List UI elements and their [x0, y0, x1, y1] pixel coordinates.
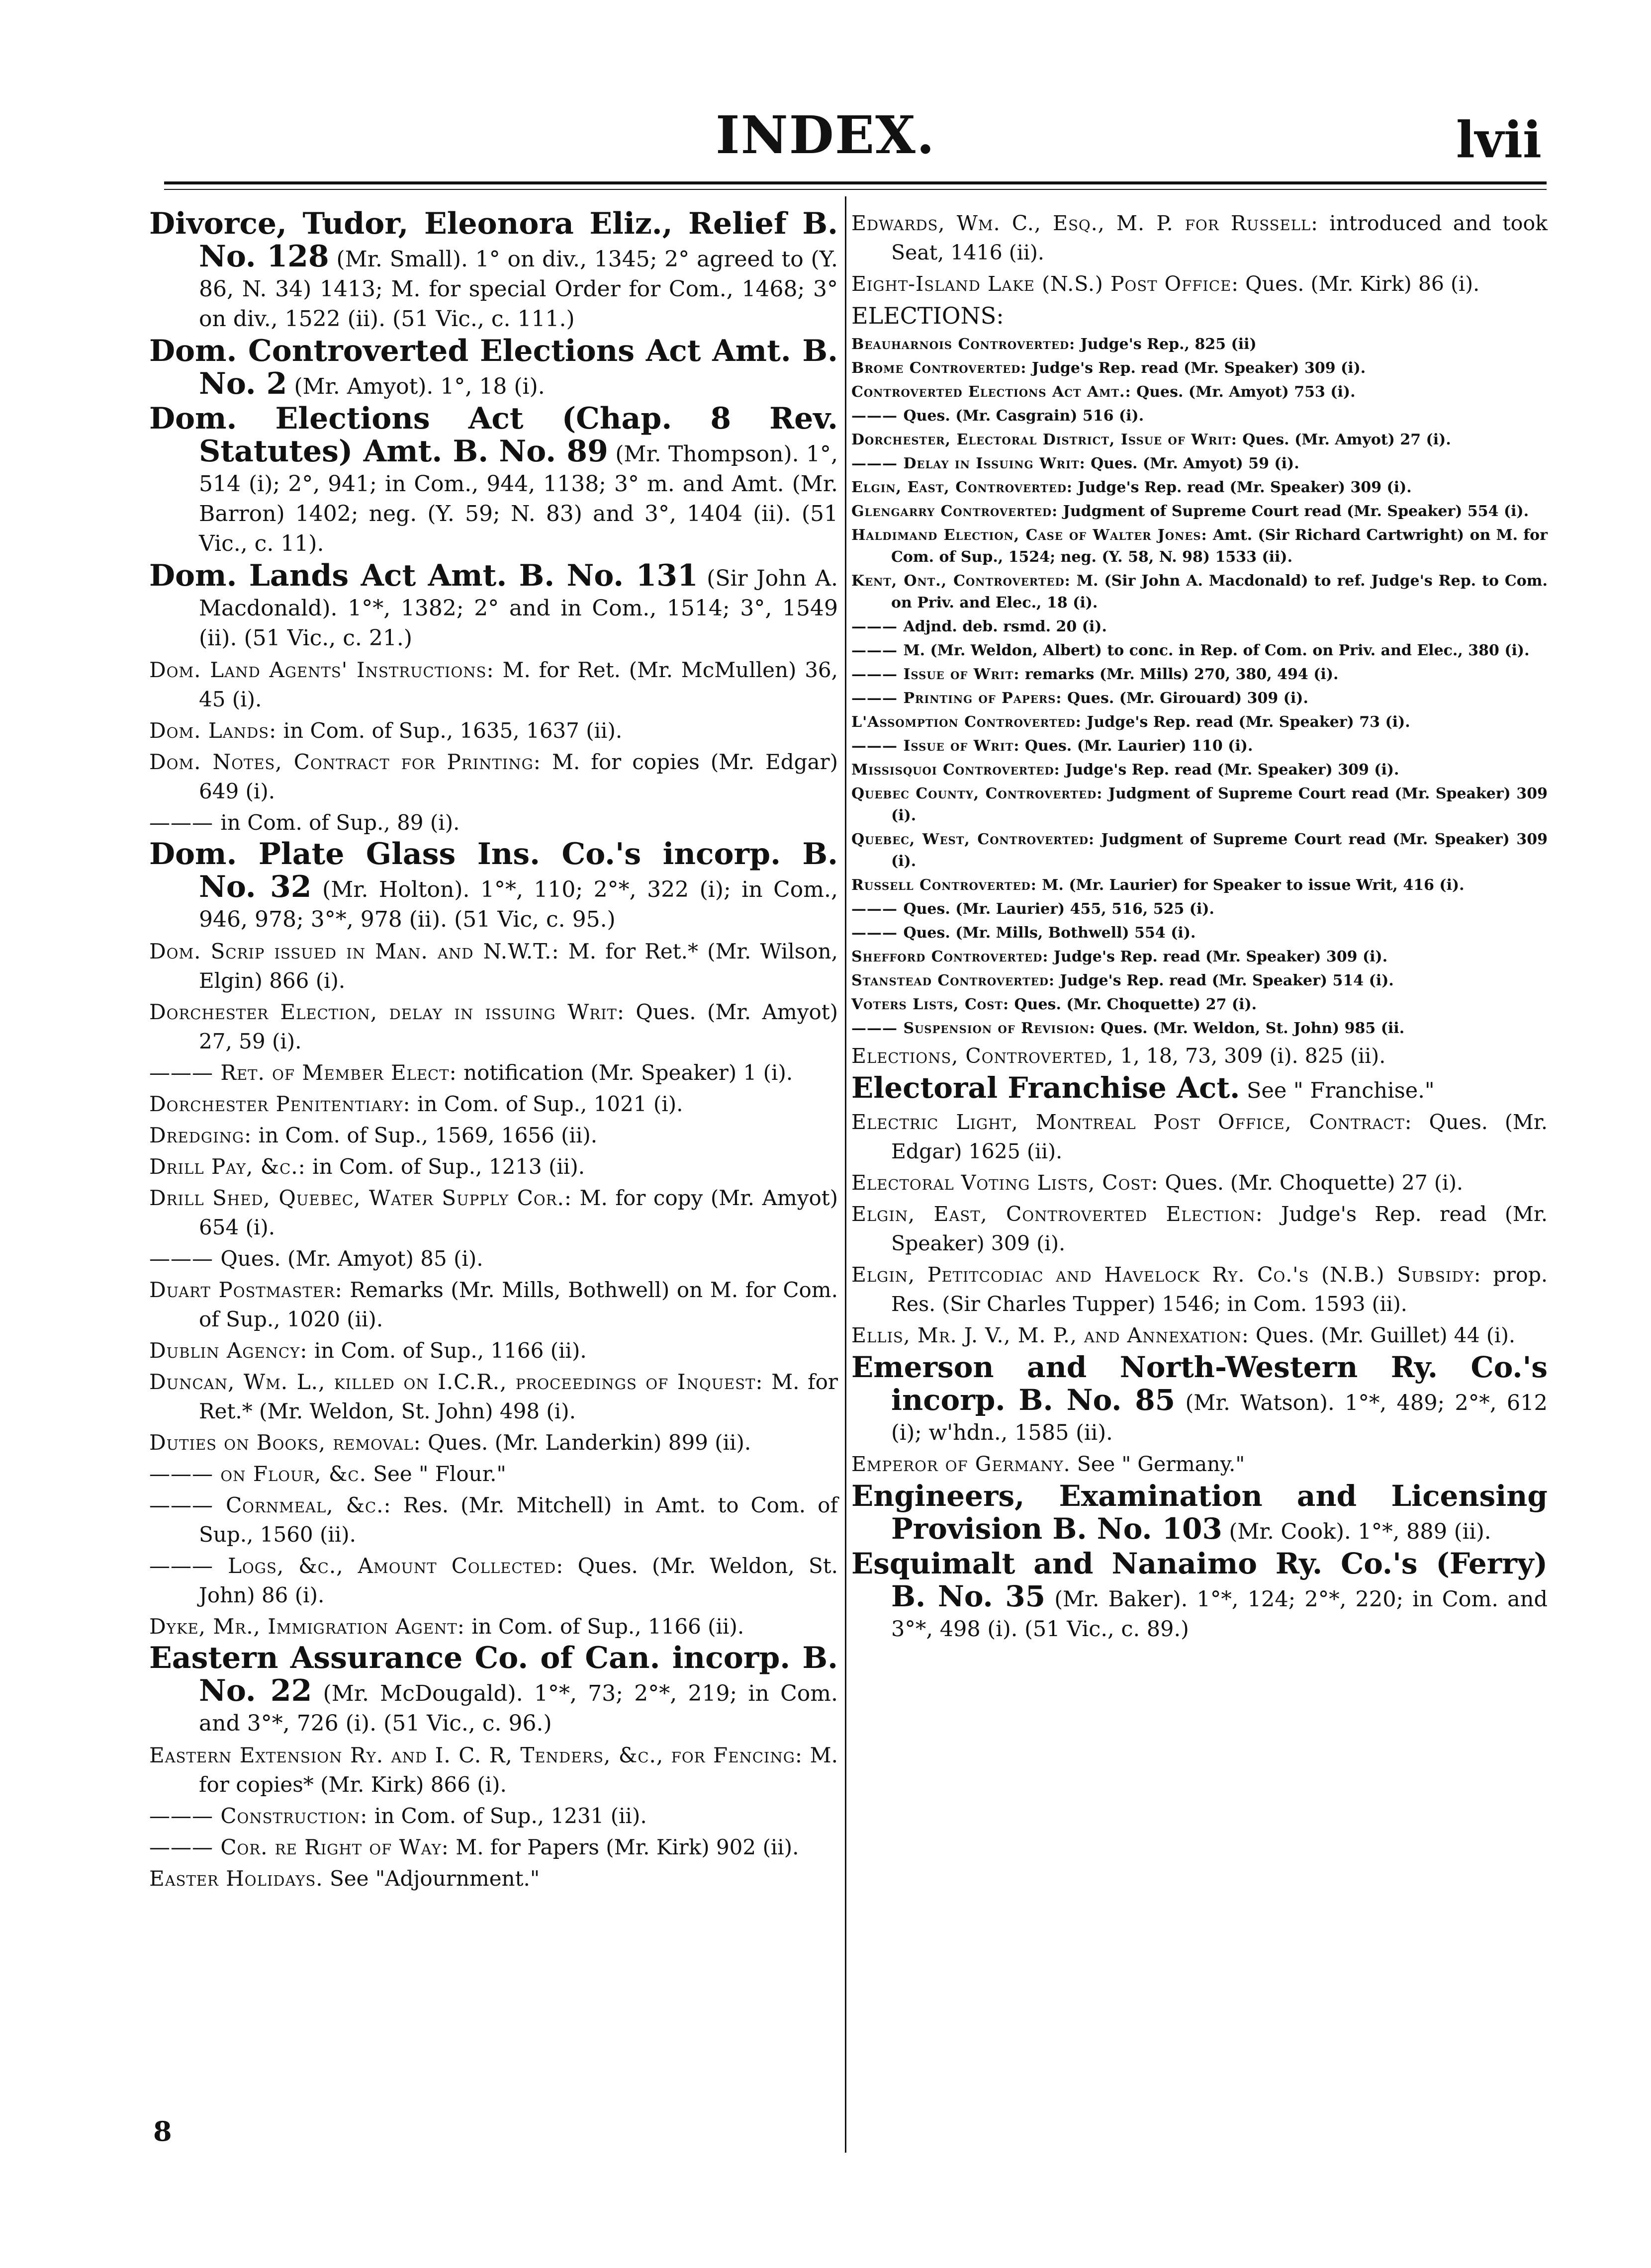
entry-text: Judge's Rep. read (Mr. Speaker) 73 (i). — [1081, 713, 1410, 731]
entry-heading: Engineers, Examination and Licensing Provision B. No. 103 — [851, 1479, 1548, 1546]
entry-text: Adjnd. deb. rsmd. 20 (i). — [903, 618, 1107, 635]
index-entry — [851, 1200, 1548, 1258]
entry-text: Judgment of Supreme Court read (Mr. Speaker) 309 (i). — [891, 831, 1548, 870]
entry-text: M. (Mr. Laurier) for Speaker to issue Writ, 416 (i). — [1036, 876, 1465, 894]
page-title: INDEX. — [715, 104, 936, 166]
entry-heading: ——— Issue of Writ: — [851, 737, 1020, 755]
index-entry — [851, 1450, 1548, 1479]
index-entry — [851, 711, 1548, 733]
index-entry — [851, 735, 1548, 757]
index-entry — [149, 1367, 838, 1426]
entry-text: (Mr. Thompson). 1°, 514 (i); 2°, 941; in Com., 944, 1138; 3° m. and Amt. (Mr. Barron) 1402; neg. (Y. 59; N. 83) and 3°, 1404 (ii). (51 Vic., c. 11). — [199, 441, 838, 556]
entry-text: (Mr. Baker). 1°*, 124; 2°*, 220; in Com. and 3°*, 498 (i). (51 Vic., c. 89.) — [891, 1587, 1548, 1642]
index-entry — [851, 616, 1548, 638]
entry-text: See " Germany." — [1070, 1452, 1245, 1476]
index-entry — [149, 1152, 838, 1181]
entry-text: Judgment of Supreme Court read (Mr. Speaker) 554 (i). — [1058, 503, 1529, 520]
left-column — [149, 206, 838, 1895]
entry-heading: Quebec, West, Controverted: — [851, 831, 1095, 848]
entry-text: Ques. (Mr. Landerkin) 899 (ii). — [421, 1430, 751, 1455]
entry-heading: Divorce, Tudor, Eleonora Eliz., Relief B. No. 128 — [149, 206, 838, 274]
index-entry — [149, 1490, 838, 1549]
entry-heading: Dom. Lands Act Amt. B. No. 131 — [149, 558, 698, 593]
entry-text: Res. (Mr. Mitchell) in Amt. to Com. of Sup., 1560 (ii). — [199, 1493, 838, 1547]
entry-heading: Glengarry Controverted: — [851, 503, 1058, 520]
entry-heading: Shefford Controverted: — [851, 948, 1049, 965]
entry-heading: Dom. Lands: — [149, 718, 277, 743]
index-entry — [851, 946, 1548, 968]
index-entry — [851, 688, 1548, 709]
index-entry — [149, 747, 838, 806]
index-entry — [851, 524, 1548, 568]
index-entry — [851, 994, 1548, 1016]
entry-heading: Electric Light, Montreal Post Office, Contract: — [851, 1110, 1412, 1134]
entry-heading: ——— Issue of Writ: — [851, 666, 1020, 683]
entry-heading: Emerson and North-Western Ry. Co.'s incorp. B. No. 85 — [851, 1350, 1548, 1417]
entry-heading: Missisquoi Controverted: — [851, 761, 1060, 779]
section-heading — [851, 301, 1548, 331]
index-entry — [851, 1042, 1548, 1071]
index-entry — [851, 405, 1548, 427]
index-entry — [851, 1260, 1548, 1319]
entry-heading: Quebec County, Controverted: — [851, 785, 1103, 802]
entry-heading: Dorchester Penitentiary: — [149, 1092, 411, 1116]
entry-text: prop. Res. (Sir Charles Tupper) 1546; in Com. 1593 (ii). — [891, 1263, 1548, 1316]
entry-text: in Com. of Sup., 1021 (i). — [410, 1092, 683, 1116]
index-entry — [851, 501, 1548, 523]
index-entry — [149, 1244, 838, 1273]
entry-text: M. for Ret.* (Mr. Wilson, Elgin) 866 (i). — [199, 939, 838, 993]
entry-heading: Dom. Land Agents' Instructions: — [149, 658, 494, 682]
entry-heading: Controverted Elections Act Amt.: — [851, 383, 1131, 401]
index-entry — [149, 1183, 838, 1242]
header-rule — [164, 181, 1547, 184]
index-entry — [149, 937, 838, 995]
entry-heading: Dom. Plate Glass Ins. Co.'s incorp. B. No. 32 — [149, 837, 838, 904]
entry-heading: Elgin, East, Controverted Election: — [851, 1202, 1263, 1226]
index-entry — [851, 922, 1548, 944]
entry-heading: Brome Controverted: — [851, 359, 1027, 377]
entry-heading: Emperor of Germany. — [851, 1452, 1071, 1476]
entry-heading: Dublin Agency: — [149, 1338, 308, 1363]
entry-text: Remarks (Mr. Mills, Bothwell) on M. for Com. of Sup., 1020 (ii). — [199, 1278, 838, 1331]
entry-heading: Voters Lists, Cost: — [851, 996, 1009, 1013]
index-entry — [149, 206, 838, 334]
index-entry — [851, 453, 1548, 475]
entry-heading: ——— Printing of Papers: — [851, 690, 1062, 707]
entry-heading: Drill Shed, Quebec, Water Supply Cor.: — [149, 1186, 572, 1210]
entry-heading: ——— Cornmeal, &c.: — [149, 1493, 391, 1517]
entry-heading: Edwards, Wm. C., Esq., M. P. for Russell: — [851, 211, 1318, 235]
entry-text: Judge's Rep. read (Mr. Speaker) 514 (i). — [1055, 972, 1394, 989]
entry-heading: Dom. Scrip issued in Man. and N.W.T.: — [149, 939, 559, 963]
entry-heading: ——— Logs, &c., Amount Collected: — [149, 1554, 564, 1578]
index-entry — [851, 1481, 1548, 1547]
index-entry — [851, 829, 1548, 872]
index-entry — [851, 874, 1548, 896]
entry-text: (Mr. Watson). 1°*, 489; 2°*, 612 (i); w'hdn., 1585 (ii). — [891, 1391, 1548, 1445]
index-entry — [149, 1121, 838, 1150]
entry-text: M. (Mr. Weldon, Albert) to conc. in Rep. of Com. on Priv. and Elec., 380 (i). — [903, 642, 1530, 659]
entry-text: in Com. of Sup., 1213 (ii). — [305, 1154, 585, 1179]
index-entry — [851, 1018, 1548, 1040]
index-entry — [149, 1551, 838, 1610]
entry-text: Ques. (Mr. Choquette) 27 (i). — [1158, 1171, 1464, 1195]
entry-text: Judge's Rep. read (Mr. Speaker) 309 (i). — [1026, 359, 1366, 377]
entry-text: 1, 18, 73, 309 (i). 825 (ii). — [1113, 1044, 1386, 1068]
entry-text: M. for Ret. (Mr. McMullen) 36, 45 (i). — [199, 658, 838, 711]
header-rule-thin — [164, 189, 1547, 190]
entry-heading: ——— on Flour, &c. — [149, 1462, 367, 1486]
index-entry — [851, 898, 1548, 920]
entry-text: Ques. (Mr. Girouard) 309 (i). — [1062, 690, 1308, 707]
entry-text: notification (Mr. Speaker) 1 (i). — [457, 1060, 793, 1085]
entry-text: remarks (Mr. Mills) 270, 380, 494 (i). — [1019, 666, 1339, 683]
index-entry — [851, 477, 1548, 499]
entry-heading: Electoral Franchise Act. — [851, 1071, 1240, 1105]
entry-text: Ques. (Mr. Mills, Bothwell) 554 (i). — [903, 924, 1196, 942]
entry-heading: Duties on Books, removal: — [149, 1430, 421, 1455]
index-entry — [149, 1741, 838, 1799]
entry-heading: ——— Suspension of Revision: — [851, 1020, 1096, 1037]
entry-heading: Kent, Ont., Controverted: — [851, 572, 1071, 590]
entry-text: Ques. (Mr. Amyot) 85 (i). — [220, 1246, 483, 1271]
index-entry — [149, 655, 838, 714]
index-entry — [149, 1801, 838, 1831]
right-column — [851, 209, 1548, 1646]
entry-text: M. for copies* (Mr. Kirk) 866 (i). — [199, 1743, 838, 1797]
index-entry — [851, 1352, 1548, 1448]
index-entry — [149, 997, 838, 1056]
entry-text: Judge's Rep. read (Mr. Speaker) 309 (i). — [1048, 948, 1388, 965]
entry-heading: Russell Controverted: — [851, 876, 1037, 894]
entry-heading: Electoral Voting Lists, Cost: — [851, 1171, 1159, 1195]
index-entry — [149, 336, 838, 402]
entry-text: Ques. (Mr. Kirk) 86 (i). — [1239, 272, 1480, 296]
entry-text: in Com. of Sup., 1635, 1637 (ii). — [276, 718, 623, 743]
entry-heading: Haldimand Election, Case of Walter Jones: — [851, 526, 1207, 544]
page-number: lvii — [1456, 110, 1542, 169]
entry-text: (Sir John A. Macdonald). 1°*, 1382; 2° and in Com., 1514; 3°, 1549 (ii). (51 Vic., c. 21.) — [199, 566, 838, 651]
index-entry — [851, 664, 1548, 686]
index-entry — [851, 1321, 1548, 1350]
index-entry — [851, 381, 1548, 403]
index-entry — [851, 357, 1548, 379]
entry-heading: ——— Ret. of Member Elect: — [149, 1060, 457, 1085]
index-entry — [149, 1459, 838, 1488]
entry-heading: Elections, Controverted, — [851, 1044, 1114, 1068]
entry-heading: Dorchester, Electoral District, Issue of Writ: — [851, 431, 1237, 448]
entry-text: M. for copies (Mr. Edgar) 649 (i). — [199, 750, 838, 803]
index-entry — [851, 970, 1548, 992]
entry-text: in Com. of Sup., 1166 (ii). — [307, 1338, 587, 1363]
entry-text: (Mr. Small). 1° on div., 1345; 2° agreed to (Y. 86, N. 34) 1413; M. for special Order for Com., 1468; 3° on div., 1522 (ii). (51 Vic., c. 111.) — [199, 247, 838, 332]
entry-heading: Dom. Elections Act (Chap. 8 Rev. Statutes) Amt. B. No. 89 — [149, 401, 838, 469]
entry-text: Judge's Rep. read (Mr. Speaker) 309 (i). — [1060, 761, 1399, 779]
index-entry — [851, 209, 1548, 267]
entry-heading: Elgin, East, Controverted: — [851, 479, 1073, 496]
entry-heading: Easter Holidays. — [149, 1866, 323, 1891]
entry-heading: ——— — [851, 924, 904, 942]
index-entry — [851, 1073, 1548, 1106]
entry-heading: Dom. Controverted Elections Act Amt. B. No. 2 — [149, 334, 838, 401]
entry-text: Ques. (Mr. Choquette) 27 (i). — [1009, 996, 1257, 1013]
entry-text: in Com. of Sup., 1569, 1656 (ii). — [252, 1123, 598, 1147]
entry-heading: Drill Pay, &c.: — [149, 1154, 306, 1179]
index-entry — [149, 1336, 838, 1365]
entry-text: Ques. (Mr. Casgrain) 516 (i). — [903, 407, 1144, 425]
index-entry — [149, 808, 838, 837]
entry-heading: Eastern Extension Ry. and I. C. R, Tenders, &c., for Fencing: — [149, 1743, 803, 1767]
column-divider — [845, 196, 846, 2153]
index-entry — [149, 1643, 838, 1739]
entry-heading: Eight-Island Lake (N.S.) Post Office: — [851, 272, 1239, 296]
entry-heading: Stanstead Controverted: — [851, 972, 1055, 989]
entry-text: Ques. (Mr. Amyot) 27, 59 (i). — [199, 1000, 838, 1053]
entry-text: in Com. of Sup., 1166 (ii). — [464, 1614, 744, 1639]
entry-text: Ques. (Mr. Weldon, St. John) 985 (ii. — [1095, 1020, 1405, 1037]
index-entry — [851, 269, 1548, 299]
entry-heading: L'Assomption Controverted: — [851, 713, 1082, 731]
entry-heading: Duart Postmaster: — [149, 1278, 343, 1302]
index-entry — [851, 1108, 1548, 1166]
index-entry — [149, 1612, 838, 1641]
entry-text: Ques. (Mr. Amyot) 59 (i). — [1085, 455, 1299, 472]
entry-text: introduced and took Seat, 1416 (ii). — [891, 211, 1548, 264]
entry-text: Ques. (Mr. Weldon, St. John) 86 (i). — [199, 1554, 838, 1607]
entry-heading: ——— Construction: — [149, 1804, 368, 1828]
index-entry — [149, 1864, 838, 1893]
entry-text: Ques. (Mr. Guillet) 44 (i). — [1249, 1323, 1516, 1347]
entry-text: (Mr. McDougald). 1°*, 73; 2°*, 219; in Com. and 3°*, 726 (i). (51 Vic., c. 96.) — [199, 1681, 838, 1736]
entry-heading: Dorchester Election, delay in issuing Writ: — [149, 1000, 625, 1024]
index-entry — [851, 783, 1548, 827]
entry-heading: Beauharnois Controverted: — [851, 336, 1076, 353]
entry-text: (Mr. Holton). 1°*, 110; 2°*, 322 (i); in Com., 946, 978; 3°*, 978 (ii). (51 Vic, c. 95.) — [199, 877, 838, 932]
entry-heading: Esquimalt and Nanaimo Ry. Co.'s (Ferry) B. No. 35 — [851, 1547, 1548, 1613]
entry-text: Ques. (Mr. Laurier) 110 (i). — [1019, 737, 1253, 755]
index-entry — [851, 1168, 1548, 1198]
index-entry — [851, 334, 1548, 355]
entry-heading: Eastern Assurance Co. of Can. incorp. B. No. 22 — [149, 1641, 838, 1708]
entry-heading: ——— — [851, 407, 904, 425]
entry-text: (Mr. Cook). 1°*, 889 (ii). — [1222, 1519, 1491, 1544]
entry-text: See "Adjournment." — [323, 1866, 540, 1891]
entry-heading: ——— — [851, 618, 904, 635]
index-entry — [851, 1549, 1548, 1644]
entry-text: M. for Papers (Mr. Kirk) 902 (ii). — [449, 1835, 799, 1859]
entry-text: Amt. (Sir Richard Cartwright) on M. for Com. of Sup., 1524; neg. (Y. 58, N. 98) 1533 (ii). — [891, 526, 1548, 566]
index-entry — [149, 1832, 838, 1862]
entry-heading: Dredging: — [149, 1123, 252, 1147]
entry-text: Judge's Rep. read (Mr. Speaker) 309 (i). — [891, 1202, 1548, 1255]
index-entry — [149, 401, 838, 559]
entry-heading: ——— — [851, 900, 904, 918]
entry-text: in Com. of Sup., 89 (i). — [220, 810, 460, 835]
entry-heading: ——— — [149, 1246, 221, 1271]
entry-text: See " Flour." — [366, 1462, 506, 1486]
entry-heading: ——— — [851, 642, 904, 659]
entry-heading: Ellis, Mr. J. V., M. P., and Annexation: — [851, 1323, 1249, 1347]
index-entry — [149, 839, 838, 935]
entry-text: Judgment of Supreme Court read (Mr. Speaker) 309 (i). — [891, 785, 1548, 824]
entry-heading: Dyke, Mr., Immigration Agent: — [149, 1614, 465, 1639]
entry-text: Judge's Rep., 825 (ii) — [1075, 336, 1257, 353]
index-entry — [851, 759, 1548, 781]
entry-heading: ——— — [149, 810, 221, 835]
index-entry — [149, 1275, 838, 1334]
index-entry — [851, 640, 1548, 662]
entry-text: Ques. (Mr. Laurier) 455, 516, 525 (i). — [903, 900, 1214, 918]
index-entry — [851, 570, 1548, 614]
entry-heading: ——— Delay in Issuing Writ: — [851, 455, 1086, 472]
entry-text: Ques. (Mr. Edgar) 1625 (ii). — [891, 1110, 1548, 1163]
entry-heading: Dom. Notes, Contract for Printing: — [149, 750, 541, 774]
index-entry — [149, 1089, 838, 1119]
entry-heading: Elgin, Petitcodiac and Havelock Ry. Co.'s (N.B.) Subsidy: — [851, 1263, 1481, 1287]
entry-text: (Mr. Amyot). 1°, 18 (i). — [287, 374, 545, 399]
index-entry — [851, 429, 1548, 451]
entry-heading: Duncan, Wm. L., killed on I.C.R., proceedings of Inquest: — [149, 1370, 763, 1394]
entry-text: M. for Ret.* (Mr. Weldon, St. John) 498 (i). — [199, 1370, 838, 1423]
entry-text: M. (Sir John A. Macdonald) to ref. Judge's Rep. to Com. on Priv. and Elec., 18 (i). — [891, 572, 1548, 611]
entry-text: in Com. of Sup., 1231 (ii). — [367, 1804, 647, 1828]
entry-text: Judge's Rep. read (Mr. Speaker) 309 (i). — [1072, 479, 1412, 496]
entry-text: See " Franchise." — [1240, 1078, 1435, 1103]
index-entry — [149, 1058, 838, 1087]
entry-heading: ELECTIONS: — [851, 302, 1004, 329]
signature-mark: 8 — [153, 2115, 172, 2147]
index-entry — [149, 558, 838, 653]
entry-heading: ——— Cor. re Right of Way: — [149, 1835, 449, 1859]
index-entry — [149, 1428, 838, 1457]
index-entry — [149, 716, 838, 745]
entry-text: Ques. (Mr. Amyot) 27 (i). — [1237, 431, 1451, 448]
entry-text: M. for copy (Mr. Amyot) 654 (i). — [199, 1186, 838, 1239]
entry-text: Ques. (Mr. Amyot) 753 (i). — [1131, 383, 1356, 401]
